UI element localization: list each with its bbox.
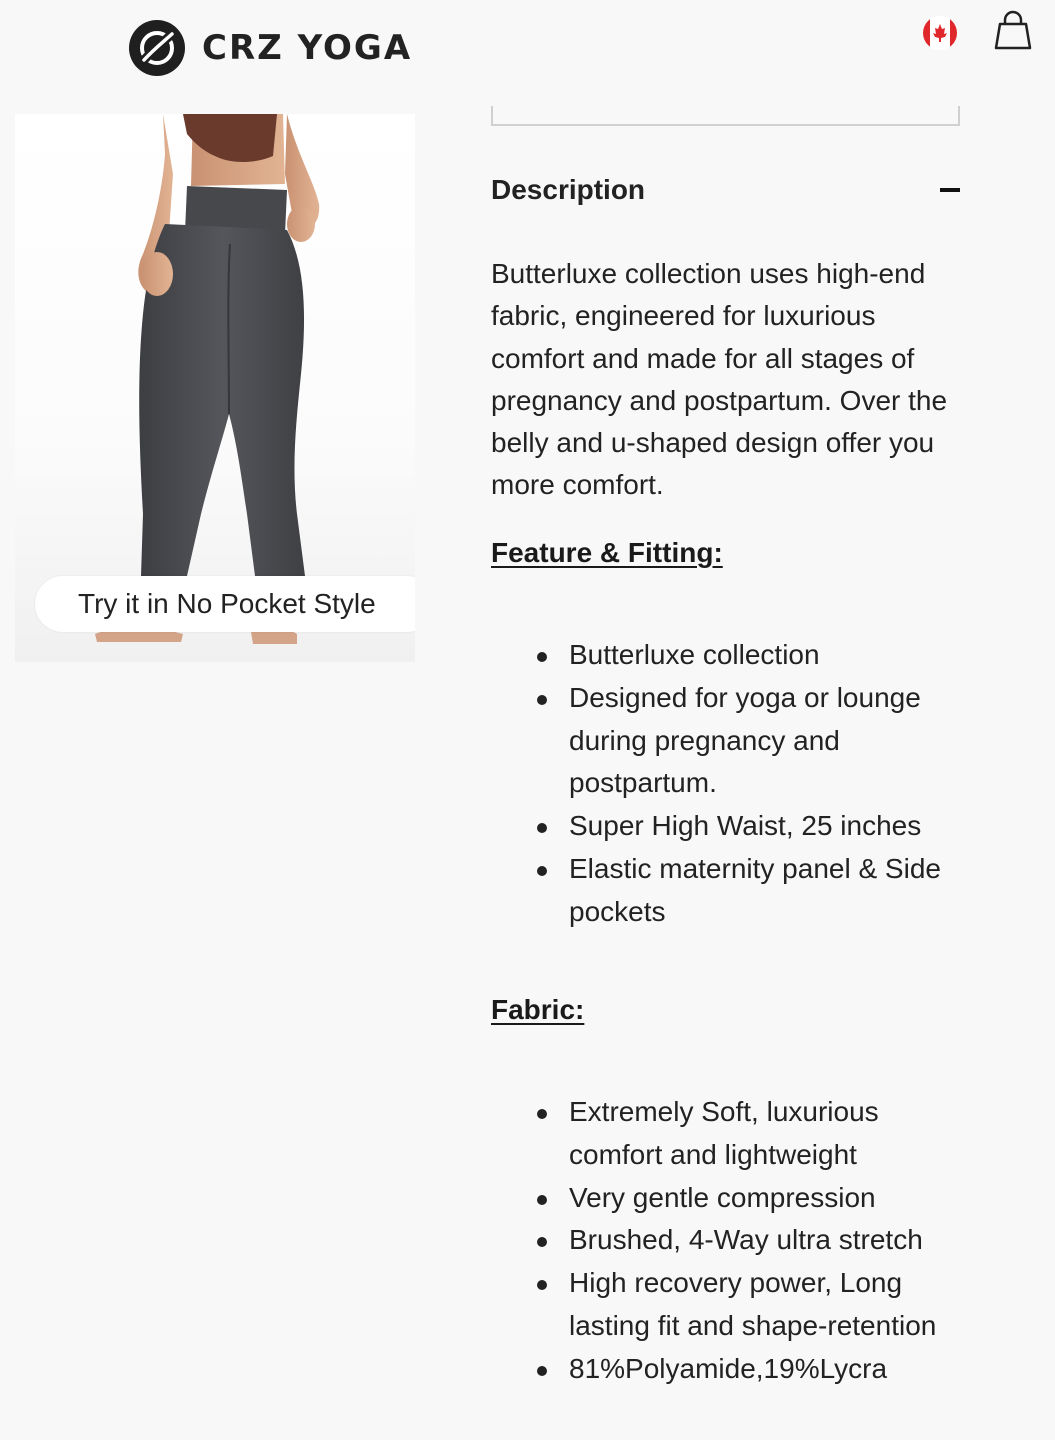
list-item: Super High Waist, 25 inches	[533, 805, 973, 848]
description-text: Butterluxe collection uses high-end fabric, engineered for luxurious comfort and made for all stages of pregnancy and postpartum. Over the belly and u-shaped design offer you more comfort.	[491, 258, 948, 501]
list-item: High recovery power, Long lasting fit and shape-retention	[533, 1262, 973, 1348]
list-item: 81%Polyamide,19%Lycra	[533, 1348, 973, 1391]
list-item: Extremely Soft, luxurious comfort and lightweight	[533, 1091, 973, 1177]
feature-fitting-list	[533, 634, 973, 934]
brand-logo[interactable]	[128, 18, 412, 78]
list-item: Butterluxe collection	[533, 634, 973, 677]
list-item: Elastic maternity panel & Side pockets	[533, 848, 973, 934]
crz-yoga-logo-icon	[128, 19, 186, 77]
previous-section-box	[491, 106, 960, 126]
try-no-pocket-style-button[interactable]	[35, 576, 415, 632]
product-image-card[interactable]	[15, 114, 415, 662]
brand-name: CRZ YOGA	[202, 28, 413, 68]
fabric-heading: Fabric:	[491, 994, 585, 1025]
fabric-list	[533, 1091, 973, 1391]
site-header	[0, 0, 1055, 100]
list-item: Designed for yoga or lounge during pregnancy and postpartum.	[533, 677, 973, 805]
shopping-bag-icon[interactable]	[992, 10, 1034, 52]
try-no-pocket-style-label: Try it in No Pocket Style	[78, 588, 376, 619]
list-item: Brushed, 4-Way ultra stretch	[533, 1219, 973, 1262]
canada-flag-icon[interactable]	[920, 15, 960, 51]
description-accordion-header[interactable]	[491, 168, 961, 212]
list-item: Very gentle compression	[533, 1177, 973, 1220]
feature-fitting-heading: Feature & Fitting:	[491, 537, 723, 568]
minus-icon[interactable]	[940, 188, 960, 192]
description-title: Description	[491, 174, 646, 205]
